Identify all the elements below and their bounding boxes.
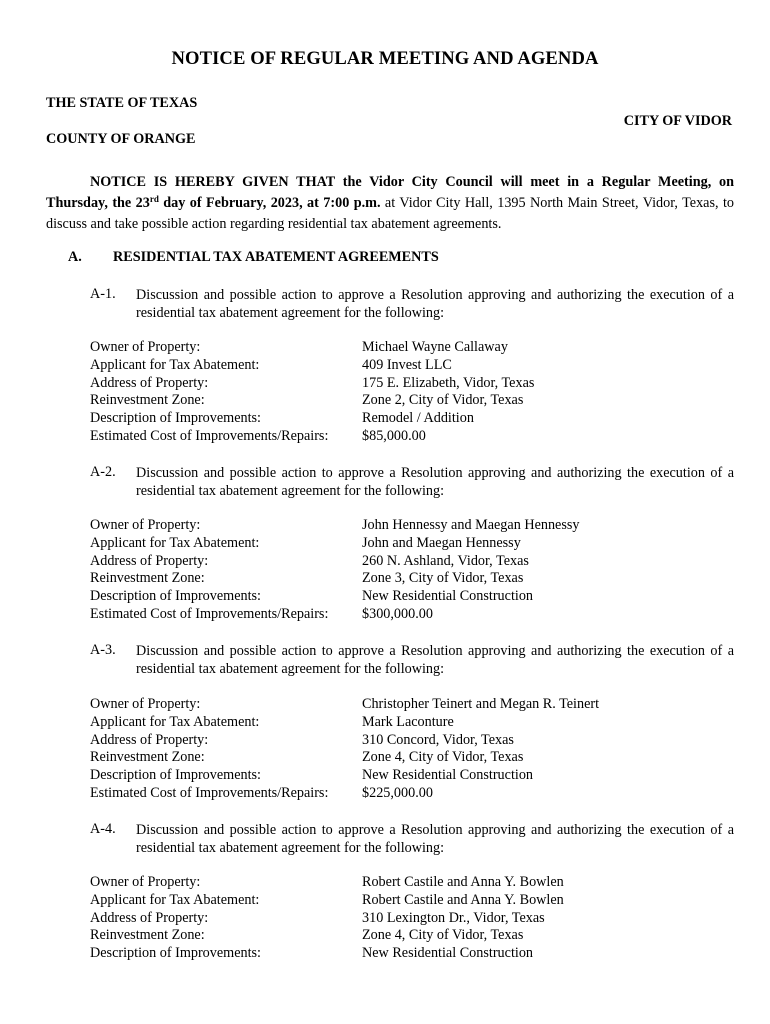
detail-label: Estimated Cost of Improvements/Repairs:: [90, 784, 329, 801]
detail-value: $225,000.00: [362, 784, 433, 801]
detail-value: $300,000.00: [362, 605, 433, 622]
detail-label: Applicant for Tax Abatement:: [90, 713, 260, 730]
detail-value: Michael Wayne Callaway: [362, 339, 508, 355]
detail-value: Zone 4, City of Vidor, Texas: [362, 927, 524, 944]
detail-label: Reinvestment Zone:: [90, 570, 205, 587]
agenda-item-text: Discussion and possible action to approve a Resolution approving and authorizing the execution of a residential tax abatement agreement for the following:: [136, 822, 734, 856]
detail-label: Applicant for Tax Abatement:: [90, 356, 260, 373]
detail-label: Reinvestment Zone:: [90, 749, 205, 766]
detail-value: Zone 3, City of Vidor, Texas: [362, 570, 524, 587]
detail-value: Robert Castile and Anna Y. Bowlen: [362, 874, 564, 890]
agenda-item-number: A-4.: [90, 821, 116, 837]
detail-label: Address of Property:: [90, 731, 209, 748]
detail-value: $85,000.00: [362, 427, 426, 444]
detail-value: John Hennessy and Maegan Hennessy: [362, 517, 580, 533]
notice-date-suffix: rd: [149, 194, 159, 204]
detail-label: Description of Improvements:: [90, 767, 261, 784]
detail-label: Estimated Cost of Improvements/Repairs:: [90, 605, 329, 622]
detail-label: Owner of Property:: [90, 339, 201, 355]
detail-value: John and Maegan Hennessy: [362, 534, 521, 551]
agenda-item-number: A-3.: [90, 642, 116, 658]
detail-label: Estimated Cost of Improvements/Repairs:: [90, 427, 329, 444]
detail-value: 310 Lexington Dr., Vidor, Texas: [362, 909, 545, 926]
notice-rest: at Vidor City Hall, 1395 North Main Street, Vidor, Texas, to discuss and take possible action regarding residential tax abatement agreements.: [46, 195, 734, 232]
detail-label: Owner of Property:: [90, 517, 201, 533]
notice-bold-lead: NOTICE IS HEREBY GIVEN THAT the Vidor City Council will meet in a Regular Meeting, on Thursday, the 23: [46, 174, 734, 211]
detail-label: Address of Property:: [90, 552, 209, 569]
detail-value: New Residential Construction: [362, 767, 534, 784]
notice-paragraph: [46, 172, 734, 235]
detail-value: 260 N. Ashland, Vidor, Texas: [362, 552, 529, 569]
state-label: THE STATE OF TEXAS: [46, 95, 198, 111]
detail-value: 310 Concord, Vidor, Texas: [362, 731, 514, 748]
detail-value: 175 E. Elizabeth, Vidor, Texas: [362, 374, 535, 391]
agenda-item-text: Discussion and possible action to approve a Resolution approving and authorizing the execution of a residential tax abatement agreement for the following:: [136, 643, 734, 677]
detail-label: Applicant for Tax Abatement:: [90, 534, 260, 551]
county-label: COUNTY OF ORANGE: [46, 131, 196, 147]
agenda-item-text: Discussion and possible action to approve a Resolution approving and authorizing the execution of a residential tax abatement agreement for the following:: [136, 287, 734, 321]
detail-value: 409 Invest LLC: [362, 356, 452, 373]
detail-label: Address of Property:: [90, 909, 209, 926]
detail-label: Description of Improvements:: [90, 945, 261, 962]
section-title: RESIDENTIAL TAX ABATEMENT AGREEMENTS: [113, 249, 439, 265]
detail-label: Description of Improvements:: [90, 410, 261, 427]
detail-label: Description of Improvements:: [90, 588, 261, 605]
detail-value: Mark Laconture: [362, 713, 454, 730]
detail-label: Owner of Property:: [90, 874, 201, 890]
detail-value: Zone 2, City of Vidor, Texas: [362, 392, 524, 409]
city-label: CITY OF VIDOR: [623, 113, 732, 129]
section-number: A.: [68, 249, 82, 265]
agenda-item-number: A-2.: [90, 464, 116, 480]
detail-value: New Residential Construction: [362, 588, 534, 605]
detail-value: Robert Castile and Anna Y. Bowlen: [362, 891, 564, 908]
detail-label: Reinvestment Zone:: [90, 927, 205, 944]
section-heading: [68, 249, 439, 266]
agenda-item-text: Discussion and possible action to approve a Resolution approving and authorizing the execution of a residential tax abatement agreement for the following:: [136, 465, 734, 499]
page-title: NOTICE OF REGULAR MEETING AND AGENDA: [171, 48, 599, 69]
detail-value: Remodel / Addition: [362, 410, 474, 427]
notice-bold-tail: day of February, 2023, at 7:00 p.m.: [158, 195, 381, 211]
detail-value: Zone 4, City of Vidor, Texas: [362, 749, 524, 766]
detail-value: Christopher Teinert and Megan R. Teinert: [362, 696, 600, 712]
agenda-item-number: A-1.: [90, 286, 116, 302]
detail-label: Applicant for Tax Abatement:: [90, 891, 260, 908]
detail-value: New Residential Construction: [362, 945, 534, 962]
detail-label: Address of Property:: [90, 374, 209, 391]
detail-label: Reinvestment Zone:: [90, 392, 205, 409]
detail-label: Owner of Property:: [90, 696, 201, 712]
